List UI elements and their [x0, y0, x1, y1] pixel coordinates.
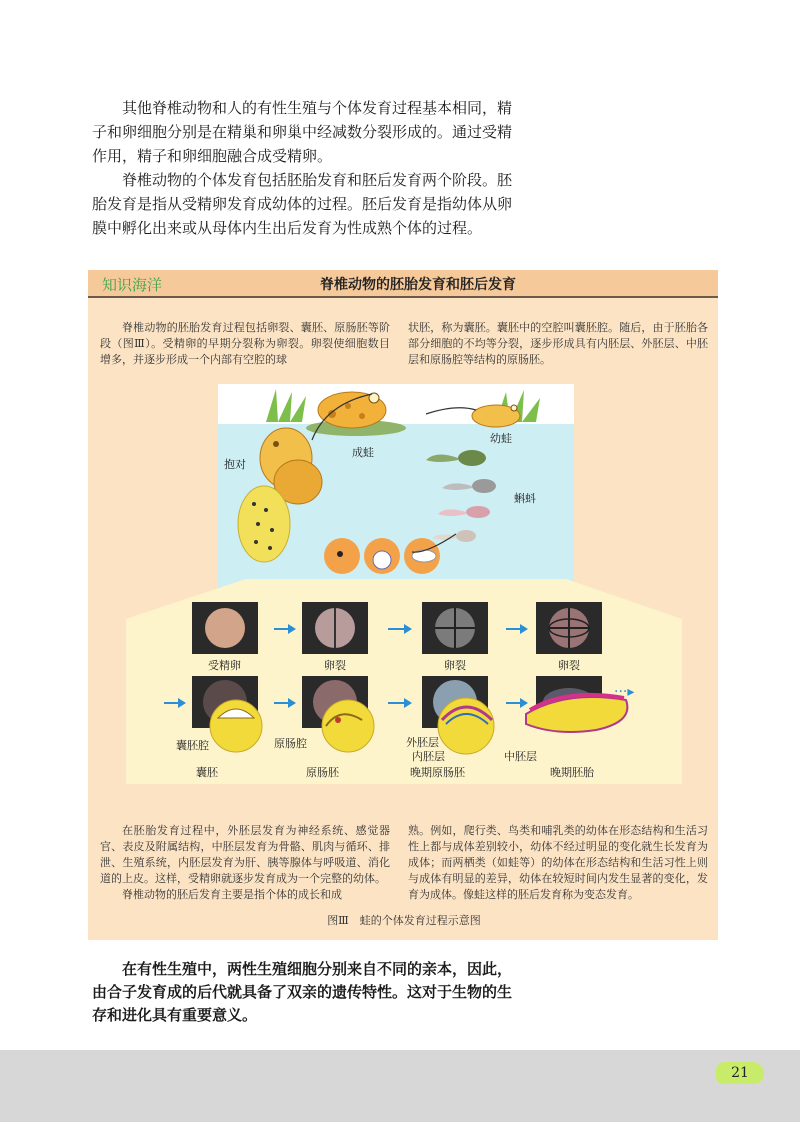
egg-mass — [238, 486, 290, 562]
footer-band — [0, 1050, 800, 1122]
box-bottom-left-p1: 在胚胎发育过程中，外胚层发育为神经系统、感觉器官、表皮及附属结构，中胚层发育为骨骼、肌肉与循环、排泄、生殖系统，内胚层发育为肝、胰等腺体与呼吸道、消化道的上皮。这样，受精卵就逐步发育成为一个完整的幼体。 — [100, 824, 390, 885]
knowledge-box-header — [88, 270, 718, 296]
intro-paragraph-2: 脊椎动物的个体发育包括胚胎发育和胚后发育两个阶段。胚胎发育是指从受精卵发育成幼体的过程。胚后发育是指幼体从卵膜中孵化出来或从母体内生出后发育为性成熟个体的过程。 — [92, 171, 513, 237]
box-text-right: 状胚，称为囊胚。囊胚中的空腔叫囊胚腔。随后，由于胚胎各部分细胞的不均等分裂，逐步形成具有内胚层、外胚层、中胚层和原肠腔等结构的原肠胚。 — [408, 321, 708, 366]
label-adult: 成蛙 — [352, 446, 374, 459]
summary-text: 在有性生殖中，两性生殖细胞分别来自不同的亲本，因此，由合子发育成的后代就具备了双亲的遗传特性。这对于生物的生存和进化具有重要意义。 — [92, 960, 513, 1024]
page-number: 21 — [716, 1062, 764, 1084]
label-ectoderm: 外胚层 — [406, 736, 439, 749]
label-juvenile: 幼蛙 — [490, 432, 512, 445]
adult-frog — [318, 392, 386, 428]
intro-text — [92, 96, 512, 240]
knowledge-box — [88, 270, 718, 940]
label-gastrula: 原肠胚 — [306, 766, 339, 779]
label-archenteron: 原肠腔 — [274, 737, 307, 750]
header-divider — [88, 296, 718, 298]
knowledge-box-tag: 知识海洋 — [102, 276, 163, 294]
box-bottom-left-p2: 脊椎动物的胚后发育主要是指个体的成长和成 — [122, 888, 342, 901]
box-bottom-right: 熟。例如，爬行类、鸟类和哺乳类的幼体在形态结构和生活习性上都与成体差别较小，幼体不经过明显的变化就生长发育为成体；而两栖类（如蛙等）的幼体在形态结构和生活习性上则与成体有明显的差异，幼体在较短时间内发生显著的变化，发育为成体。像蛙这样的胚后发育称为变态发育。 — [408, 824, 708, 901]
continuation-dots: ···▸ — [614, 684, 635, 700]
label-tadpole: 蝌蚪 — [514, 492, 536, 505]
label-amplexus: 抱对 — [224, 458, 246, 471]
knowledge-box-title: 脊椎动物的胚胎发育和胚后发育 — [320, 277, 516, 293]
label-cleavage-2: 卵裂 — [444, 659, 466, 672]
label-mesoderm: 中胚层 — [504, 750, 537, 763]
figure-caption: 图Ⅲ 蛙的个体发育过程示意图 — [327, 914, 481, 927]
early-embryos — [324, 538, 440, 574]
label-cleavage-3: 卵裂 — [558, 659, 580, 672]
label-cleavage-1: 卵裂 — [324, 659, 346, 672]
label-fertilized-egg: 受精卵 — [208, 659, 241, 672]
label-blastula: 囊胚 — [196, 766, 218, 779]
label-endoderm: 内胚层 — [412, 750, 445, 763]
box-bottom-left — [100, 823, 390, 903]
box-text-left: 脊椎动物的胚胎发育过程包括卵裂、囊胚、原肠胚等阶段（图Ⅲ）。受精卵的早期分裂称为卵裂。卵裂使细胞数目增多，并逐步形成一个内部有空腔的球 — [100, 321, 390, 366]
label-late-embryo: 晚期胚胎 — [550, 766, 594, 779]
label-late-gastrula: 晚期原肠胚 — [410, 766, 465, 779]
intro-paragraph-1: 其他脊椎动物和人的有性生殖与个体发育过程基本相同，精子和卵细胞分别是在精巢和卵巢中经减数分裂形成的。通过受精作用，精子和卵细胞融合成受精卵。 — [92, 99, 513, 165]
label-blastocoel: 囊胚腔 — [176, 739, 209, 752]
juvenile-frog — [472, 405, 520, 427]
